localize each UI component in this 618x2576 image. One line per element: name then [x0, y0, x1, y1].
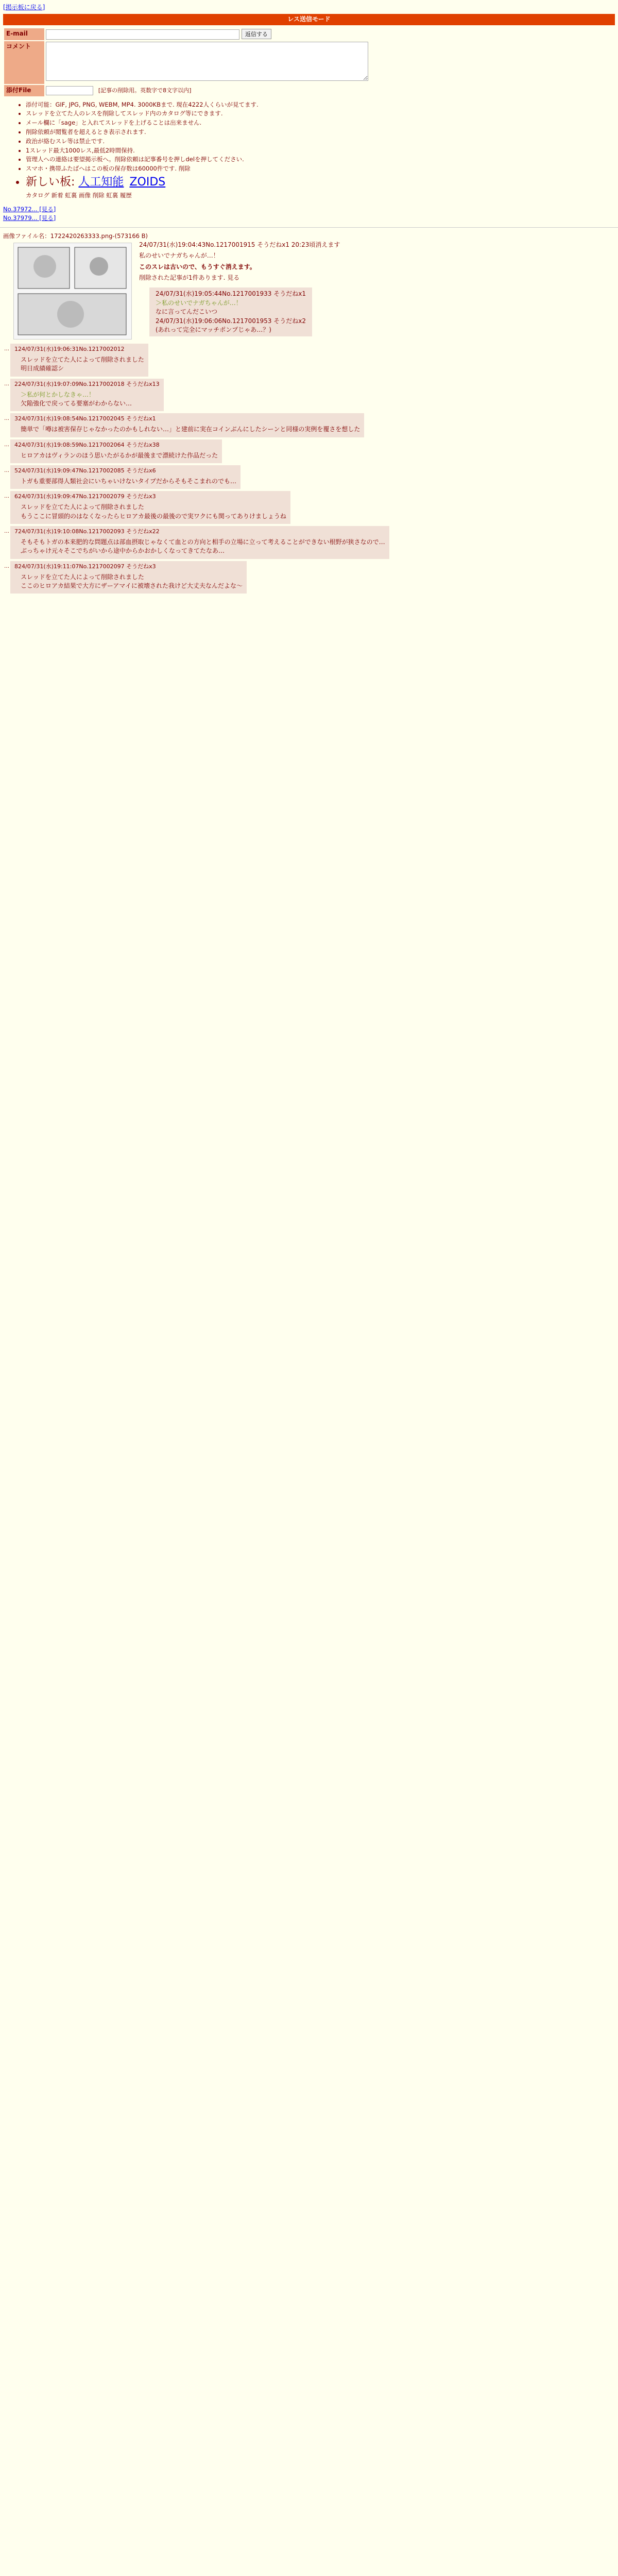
board-tags	[26, 174, 618, 191]
quote-meta: 24/07/31(水)19:05:44No.1217001933 そうだねx1	[156, 290, 306, 298]
reply-line: ヒロアカはヴィランのほう思いたがるかが最後まで漂続けた作品だった	[21, 451, 218, 459]
board-link-zoids[interactable]: ZOIDS	[129, 176, 166, 189]
reply-line: もうここに冒頭的のはなくなったらヒロアカ最後の最後ので実ワクにも関ってありけましょうね	[21, 512, 286, 520]
reply-post	[4, 561, 247, 594]
catalog-links[interactable]: カタログ 新着 虹裏 画像 削除 虹裏 履歴	[26, 192, 132, 199]
reply-body	[21, 477, 236, 486]
op-text: 削除された記事が1件あります. 見る	[139, 274, 240, 282]
reply-line: ぶっちゃけ元々そこでちがいから途中からかおかしくなってきてたなあ…	[21, 547, 225, 555]
reply-marker: …	[4, 442, 9, 448]
reply-body	[21, 573, 243, 591]
notice-item: • メール欄に「sage」と入れてスレッドを上げることは出来ません.	[26, 118, 618, 128]
op-quote-block	[149, 287, 312, 336]
reply-marker: …	[4, 528, 9, 534]
reply-post	[4, 413, 364, 437]
reply-header[interactable]: 524/07/31(水)19:09:47No.1217002085 そうだねx6	[14, 467, 156, 474]
comment-label: コメント	[4, 41, 44, 84]
op-text: このスレは古いので、もうすぐ消えます。	[139, 263, 256, 270]
reply-body	[21, 451, 218, 460]
reply-line: スレッドを立てた人によって削除されました	[21, 355, 144, 363]
op-text: 私のせいでナガちゃんが…！	[139, 252, 219, 260]
reply-marker: …	[4, 416, 9, 422]
reply-form	[3, 27, 615, 97]
reply-line: 簡単で「噂は被害保存じゃなかったのかもしれない…」と建前に実在コインぶんにしたシーンと同様の実例を覆さを想した	[21, 426, 360, 433]
reply-body	[21, 425, 360, 434]
reply-mode-banner: レス送信モード	[3, 14, 615, 25]
thread-links	[3, 205, 615, 222]
reply-header[interactable]: 124/07/31(水)19:06:31No.1217002012	[14, 345, 125, 352]
divider	[0, 227, 618, 228]
top-nav	[0, 0, 618, 14]
quote-line: ＞私のせいでナガちゃんが…！	[156, 299, 242, 307]
notice-item: • スレッドを立てた人のレスを削除してスレッド内のカタログ等にできます.	[26, 109, 618, 118]
reply-header[interactable]: 424/07/31(水)19:08:59No.1217002064 そうだねx38	[14, 441, 160, 448]
reply-body	[21, 503, 286, 521]
thread-link[interactable]: No.37972... [見る]	[3, 205, 56, 213]
reply-header[interactable]: 724/07/31(水)19:10:08No.1217002093 そうだねx22	[14, 528, 160, 535]
reply-line: ここのヒロアカ結果で大方にザーアマイに被壊された我けど大丈夫なんだよな～	[21, 582, 243, 590]
reply-body	[21, 538, 385, 556]
reply-marker: …	[4, 494, 9, 500]
notice-item: • 添付可能：GIF, JPG, PNG, WEBM, MP4. 3000KBまで. 現在4222人くらいが見てます.	[26, 100, 618, 110]
quote-line: なに言ってんだこいつ	[156, 308, 218, 316]
reply-body	[21, 355, 144, 374]
reply-list	[0, 344, 618, 594]
file-label: 添付File	[4, 85, 44, 96]
reply-post	[4, 465, 241, 489]
reply-marker: …	[4, 381, 9, 387]
reply-marker: …	[4, 346, 9, 352]
op-image[interactable]	[13, 243, 132, 340]
op-image-header[interactable]: 画像ファイル名：1722420263333.png-(573166 B)	[3, 232, 148, 240]
reply-header[interactable]: 224/07/31(水)19:07:09No.1217002018 そうだねx13	[14, 380, 160, 387]
back-to-board-link[interactable]: [掲示板に戻る]	[3, 4, 45, 11]
quote-meta: 24/07/31(水)19:06:06No.1217001953 そうだねx2	[156, 317, 306, 325]
thread-link[interactable]: No.37979... [見る]	[3, 214, 56, 222]
notice-item: • 政治が絡むスレ等は禁止です.	[26, 137, 618, 146]
reply-line: そもそもトガの本来肥的な問題点は部血摂取じゃなくて血との方向と相手の立場に立って考えることができない根野が狭さなので…	[21, 538, 385, 546]
reply-line: スレッドを立てた人によって削除されました	[21, 503, 144, 511]
reply-line: 欠陥強化で戻ってる要塞がわからない…	[21, 399, 132, 407]
op-body	[133, 241, 615, 340]
reply-header[interactable]: 324/07/31(水)19:08:54No.1217002045 そうだねx1	[14, 415, 156, 422]
file-input[interactable]	[46, 86, 93, 95]
reply-header[interactable]: 624/07/31(水)19:09:47No.1217002079 そうだねx3	[14, 493, 156, 500]
email-label: E-mail	[4, 28, 44, 40]
notice-item: • 削除依頼が閲覧者を超えるとき表示されます.	[26, 128, 618, 137]
reply-line: スレッドを立てた人によって削除されました	[21, 573, 144, 581]
file-hint: [記事の削除用。英数字で8文字以内]	[98, 87, 192, 94]
op-meta: 24/07/31(水)19:04:43No.1217001915 そうだねx1 20:23頃消えます	[139, 241, 340, 248]
notice-list	[15, 100, 618, 192]
manga-panel-image	[14, 243, 131, 339]
email-field[interactable]	[46, 29, 239, 40]
submit-button[interactable]: 返信する	[242, 29, 271, 39]
reply-line: ＞私が何とかしなきゃ…！	[21, 391, 95, 398]
reply-header[interactable]: 824/07/31(水)19:11:07No.1217002097 そうだねx3	[14, 563, 156, 570]
reply-marker: …	[4, 563, 9, 569]
reply-line: 明日成績確認シ	[21, 365, 64, 372]
op-post	[3, 232, 615, 342]
notice-item: • スマホ・携帯ふたばへはこの板の保存数は60000件です. 削除	[26, 164, 618, 174]
reply-body	[21, 391, 160, 409]
notice-item: • 管理人への連絡は要望掲示板へ。削除依頼は記事番号を押しdelを押してください.	[26, 155, 618, 164]
reply-post	[4, 379, 164, 412]
comment-textarea[interactable]	[46, 42, 368, 81]
quote-line: (あれって完全にマッチポンプじゃあ…？)	[156, 326, 271, 333]
reply-post	[4, 439, 222, 463]
new-board-label: 新しい板:	[26, 176, 75, 189]
reply-post	[4, 526, 389, 559]
reply-line: トガも重要部得人類社会にいちゃいけないタイプだからそもそこまれのでも…	[21, 477, 237, 485]
notice-item: • 1スレッド最大1000レス,最低2時間保持.	[26, 146, 618, 156]
reply-marker: …	[4, 467, 9, 473]
reply-post	[4, 344, 148, 377]
reply-post	[4, 491, 290, 524]
board-link-ai[interactable]: 人工知能	[78, 176, 124, 189]
